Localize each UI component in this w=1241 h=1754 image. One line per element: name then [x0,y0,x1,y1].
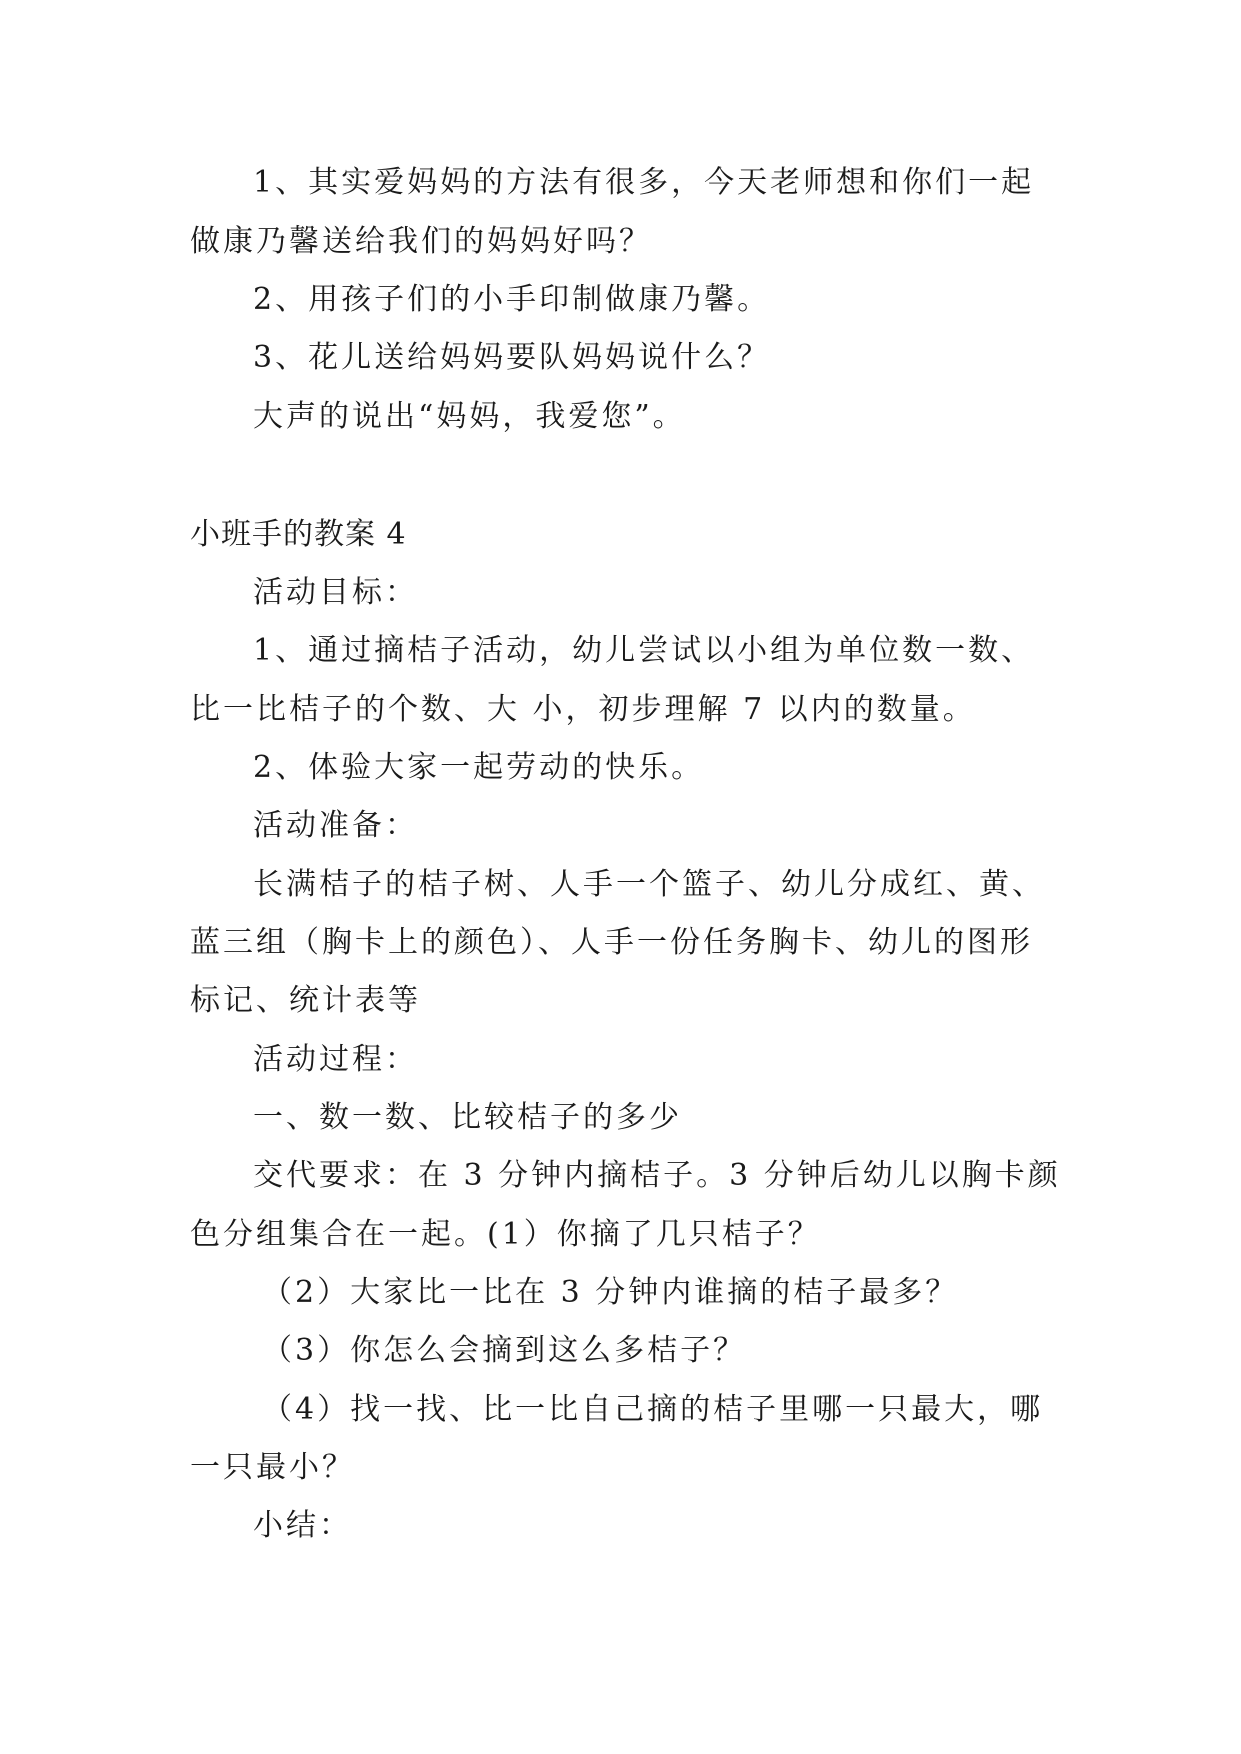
section-heading: 小班手的教案 4 [190,517,407,552]
paragraph-line: 交代要求：在 3 分钟内摘桔子。3 分钟后幼儿以胸卡颜 [253,1158,1061,1193]
paragraph-line: 活动准备： [253,808,418,843]
paragraph-line: 小结： [253,1508,352,1543]
paragraph-line: 色分组集合在一起。(1）你摘了几只桔子？ [190,1217,821,1252]
paragraph-line: 3、花儿送给妈妈要队妈妈说什么？ [253,340,771,375]
paragraph-line: 一、数一数、比较桔子的多少 [253,1100,682,1135]
paragraph-line: 蓝三组（胸卡上的颜色）、人手一份任务胸卡、幼儿的图形 [190,925,1033,960]
paragraph-line: （3）你怎么会摘到这么多桔子？ [262,1333,747,1368]
paragraph-line: 大声的说出“妈妈，我爱您”。 [253,399,686,434]
paragraph-line: 2、用孩子们的小手印制做康乃馨。 [253,282,771,317]
paragraph-line: 1、其实爱妈妈的方法有很多，今天老师想和你们一起 [253,165,1035,200]
paragraph-line: 比一比桔子的个数、大 小，初步理解 7 以内的数量。 [190,692,976,727]
paragraph-line: 活动目标： [253,575,418,610]
paragraph-line: （4）找一找、比一比自己摘的桔子里哪一只最大，哪 [262,1392,1044,1427]
paragraph-line: 标记、统计表等 [190,983,421,1018]
paragraph-line: 长满桔子的桔子树、人手一个篮子、幼儿分成红、黄、 [253,867,1045,902]
paragraph-line: 1、通过摘桔子活动，幼儿尝试以小组为单位数一数、 [253,633,1035,668]
paragraph-line: 2、体验大家一起劳动的快乐。 [253,750,705,785]
paragraph-line: 活动过程： [253,1042,418,1077]
paragraph-line: （2）大家比一比在 3 分钟内谁摘的桔子最多？ [262,1275,959,1310]
paragraph-line: 一只最小？ [190,1450,355,1485]
paragraph-line: 做康乃馨送给我们的妈妈好吗？ [190,224,652,259]
